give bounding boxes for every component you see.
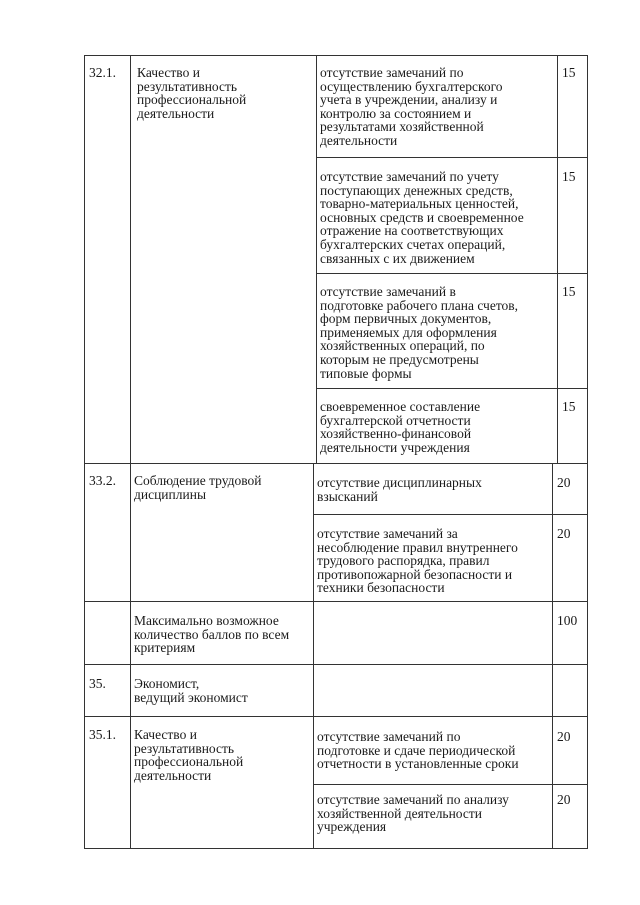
table-border-top <box>84 55 588 56</box>
row-number: 35.1. <box>89 727 116 742</box>
criterion-text: отсутствие замечаний по подготовке и сдаче периодической отчетности в установленные сроки <box>317 729 519 772</box>
table-border-bottom <box>84 848 588 849</box>
indicator-name: Качество и результативность профессиональной деятельности <box>134 727 244 783</box>
criterion-points: 15 <box>562 169 576 184</box>
column-divider-2 <box>313 463 314 849</box>
indicator-name: Максимально возможное количество баллов по всем критериям <box>134 613 290 656</box>
criteria-divider <box>313 784 588 785</box>
row-divider <box>84 716 588 717</box>
criteria-divider <box>316 388 588 389</box>
criterion-points: 20 <box>557 475 571 490</box>
column-divider-3 <box>557 55 558 463</box>
row-divider <box>84 463 588 464</box>
row-number: 35. <box>89 676 106 691</box>
criterion-points: 20 <box>557 729 571 744</box>
criteria-divider <box>313 514 588 515</box>
criterion-text: отсутствие замечаний в подготовке рабочего плана счетов, форм первичных документов, применяемых для оформления хозяйственных операций, по которым не предусмотрены типовые формы <box>320 284 519 381</box>
criterion-text: отсутствие дисциплинарных взысканий <box>317 475 482 504</box>
row-number: 33.2. <box>89 473 116 488</box>
criterion-text: отсутствие замечаний за несоблюдение правил внутреннего трудового распорядка, правил противопожарной безопасности и техники безопасности <box>317 526 518 596</box>
column-divider-3 <box>552 463 553 849</box>
row-divider <box>84 664 588 665</box>
criterion-points: 15 <box>562 65 576 80</box>
table-border-right <box>587 55 588 849</box>
column-divider-1 <box>130 55 131 849</box>
max-points: 100 <box>557 613 578 628</box>
row-divider <box>84 601 588 602</box>
position-title: Экономист, ведущий экономист <box>134 676 248 705</box>
criteria-divider <box>316 273 588 274</box>
row-number: 32.1. <box>89 65 116 80</box>
criterion-text: отсутствие замечаний по осуществлению бухгалтерского учета в учреждении, анализу и контролю за состоянием и результатами хозяйственной деятельности <box>320 65 503 148</box>
criterion-points: 20 <box>557 792 571 807</box>
criterion-points: 15 <box>562 399 576 414</box>
criterion-text: отсутствие замечаний по учету поступающих денежных средств, товарно-материальных ценностей, основных средств и своевременное отражение на соответствующих бухгалтерских счетах операций, связанных с их движением <box>320 169 524 266</box>
criterion-points: 20 <box>557 526 571 541</box>
criterion-points: 15 <box>562 284 576 299</box>
criterion-text: своевременное составление бухгалтерской отчетности хозяйственно-финансовой деятельности учреждения <box>320 399 481 455</box>
indicator-name: Качество и результативность профессиональной деятельности <box>137 65 247 121</box>
table-border-left <box>84 55 85 849</box>
column-divider-2 <box>316 55 317 463</box>
criteria-divider <box>316 157 588 158</box>
indicator-name: Соблюдение трудовой дисциплины <box>134 473 262 502</box>
criterion-text: отсутствие замечаний по анализу хозяйственной деятельности учреждения <box>317 792 509 835</box>
